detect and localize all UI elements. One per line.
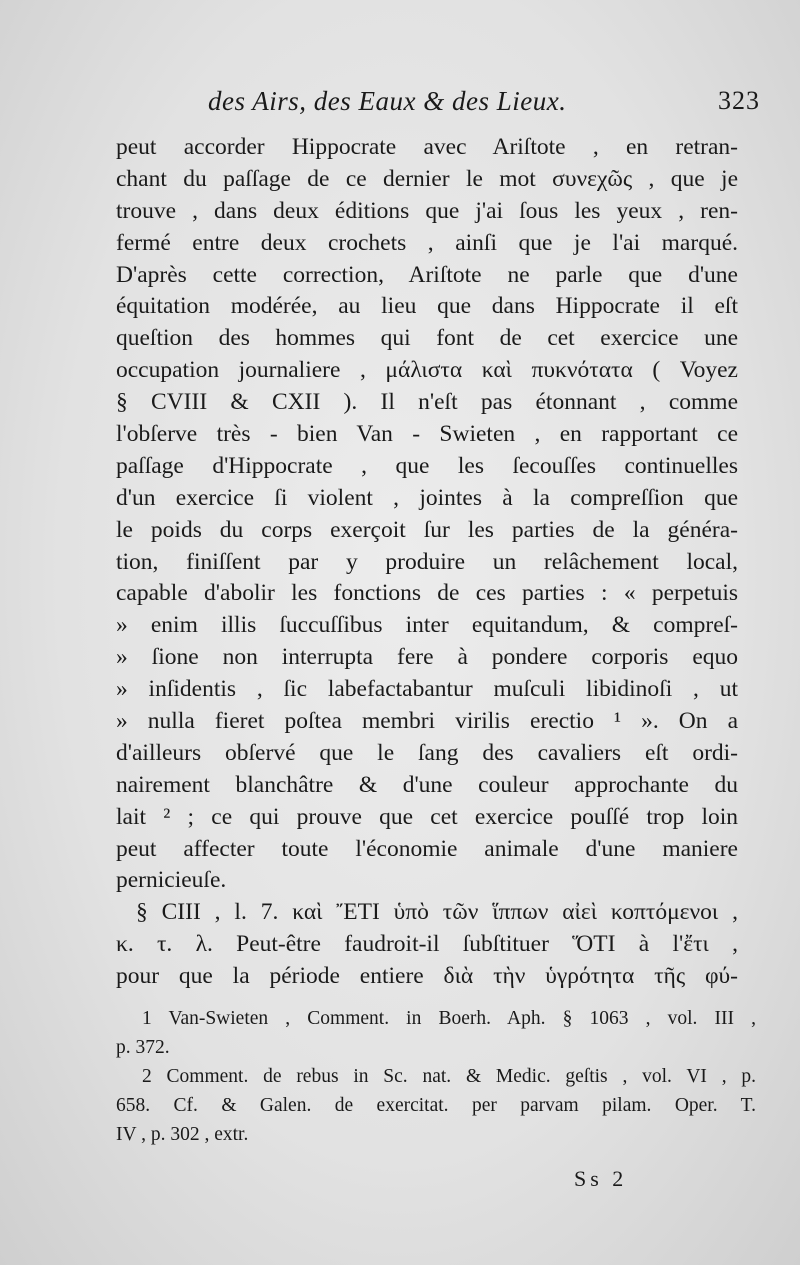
text-line: § CVIII & CXII ). Il n'eſt pas étonnant , comme [116,389,738,416]
footnote-line: 658. Cf. & Galen. de exercitat. per parvam pilam. Oper. T. [116,1095,756,1116]
signature-mark: Ss 2 [574,1166,628,1191]
text-line: » enim illis ſuccuſſibus inter equitandum, & compreſ- [116,612,738,639]
text-line: occupation journaliere , μάλιστα καὶ πυκνότατα ( Voyez [116,357,738,384]
text-line: paſſage d'Hippocrate , que les ſecouſſes continuelles [116,452,738,479]
text-line: d'un exercice ſi violent , jointes à la compreſſion que [116,484,738,511]
text-line: trouve , dans deux éditions que j'ai ſous les yeux , ren- [116,197,738,224]
text-line: » ſione non interrupta fere à pondere corporis equo [116,644,738,671]
footnote-line: 1 Van-Swieten , Comment. in Boerh. Aph. § 1063 , vol. III , [142,1008,756,1029]
text-line: nairement blanchâtre & d'une couleur approchante du [116,771,738,798]
text-line: § CIII , l. 7. καὶ ἜΤΙ ὑπὸ τῶν ἵππων αἰεὶ κοπτόμενοι , [136,899,738,926]
text-line: κ. τ. λ. Peut-être faudroit-il ſubſtituer ὍΤΙ à l'ἔτι , [116,931,738,958]
text-line: D'après cette correction, Ariſtote ne parle que d'une [116,261,738,288]
text-line: peut accorder Hippocrate avec Ariſtote , en retran- [116,134,738,160]
text-line: » nulla fieret poſtea membri virilis erectio ¹ ». On a [116,708,738,735]
text-line: capable d'abolir les fonctions de ces parties : « perpetuis [116,580,738,607]
text-line: équitation modérée, au lieu que dans Hippocrate il eſt [116,293,738,320]
text-line: le poids du corps exerçoit ſur les parties de la généra- [116,516,738,543]
text-line: fermé entre deux crochets , ainſi que je l'ai marqué. [116,229,738,256]
text-line: pernicieuſe. [116,867,227,894]
text-line: lait ² ; ce qui prouve que cet exercice pouſſé trop loin [116,803,738,830]
text-line: peut affecter toute l'économie animale d'une maniere [116,835,738,862]
footnotes [116,1004,756,1149]
text-line: queſtion des hommes qui font de cet exercice une [116,325,738,352]
text-line: tion, finiſſent par y produire un relâchement local, [116,548,738,575]
running-title: des Airs, des Eaux & des Lieux. [208,86,567,116]
footnote-line: IV , p. 302 , extr. [116,1124,249,1145]
page-number: 323 [718,86,760,115]
text-line: pour que la période entiere διὰ τὴν ὑγρότητα τῆς φύ- [116,963,738,990]
body-text [116,132,738,993]
footnote-line: p. 372. [116,1037,170,1058]
page-header [208,86,768,120]
text-line: l'obſerve très - bien Van - Swieten , en rapportant ce [116,421,738,448]
text-line: chant du paſſage de ce dernier le mot συνεχῶς , que je [116,165,738,192]
text-line: d'ailleurs obſervé que le ſang des cavaliers eſt ordi- [116,739,738,766]
text-line: » inſidentis , ſic labefactabantur muſculi libidinoſi , ut [116,676,738,703]
footnote-line: 2 Comment. de rebus in Sc. nat. & Medic. geſtis , vol. VI , p. [142,1066,756,1087]
